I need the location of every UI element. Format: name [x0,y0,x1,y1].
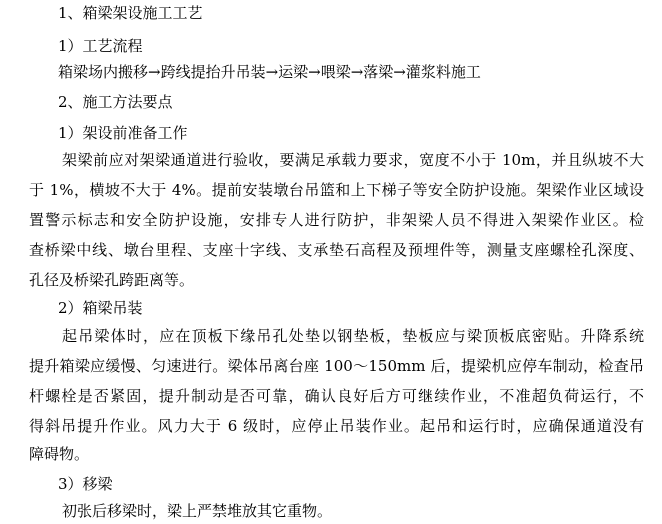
hoisting-paragraph-line-3: 杆螺栓是否紧固，提升制动是否可靠，确认良好后方可继续作业，不准超负荷运行，不 [29,387,644,405]
preparation-paragraph-line-5: 孔径及桥梁孔跨距离等。 [29,271,195,289]
subheading-process-flow: 1）工艺流程 [58,37,143,55]
process-flow-text: 箱梁场内搬移→跨线提抬升吊装→运梁→喂梁→落梁→灌浆料施工 [58,63,481,81]
moving-girder-text: 初张后移梁时，梁上严禁堆放其它重物。 [62,502,333,520]
subheading-box-girder-hoisting: 2）箱梁吊装 [58,299,143,317]
hoisting-paragraph-line-4: 得斜吊提升作业。风力大于 6 级时，应停止吊装作业。起吊和运行时，应确保通道没有 [29,417,644,435]
section-heading-1: 1、箱梁架设施工工艺 [58,4,203,22]
preparation-paragraph-line-1: 架梁前应对架梁通道进行验收，要满足承载力要求，宽度不小于 10m，并且纵坡不大 [62,151,644,169]
hoisting-paragraph-line-5: 障碍物。 [29,445,90,463]
preparation-paragraph-line-3: 置警示标志和安全防护设施，安排专人进行防护，非架梁人员不得进入架梁作业区。检 [29,211,644,229]
preparation-paragraph-line-2: 于 1%，横坡不大于 4%。提前安装墩台吊篮和上下梯子等安全防护设施。架梁作业区域设 [29,181,644,199]
hoisting-paragraph-line-2: 提升箱梁应缓慢、匀速进行。梁体吊离台座 100～150mm 后，提梁机应停车制动，检查吊 [29,357,644,375]
hoisting-paragraph-line-1: 起吊梁体时，应在顶板下缘吊孔处垫以钢垫板，垫板应与梁顶板底密贴。升降系统 [62,327,644,345]
subheading-moving-girder: 3）移梁 [58,475,113,493]
subheading-preparation: 1）架设前准备工作 [58,124,188,142]
preparation-paragraph-line-4: 查桥梁中线、墩台里程、支座十字线、支承垫石高程及预埋件等，测量支座螺栓孔深度、 [29,241,644,259]
section-heading-2: 2、施工方法要点 [58,93,173,111]
